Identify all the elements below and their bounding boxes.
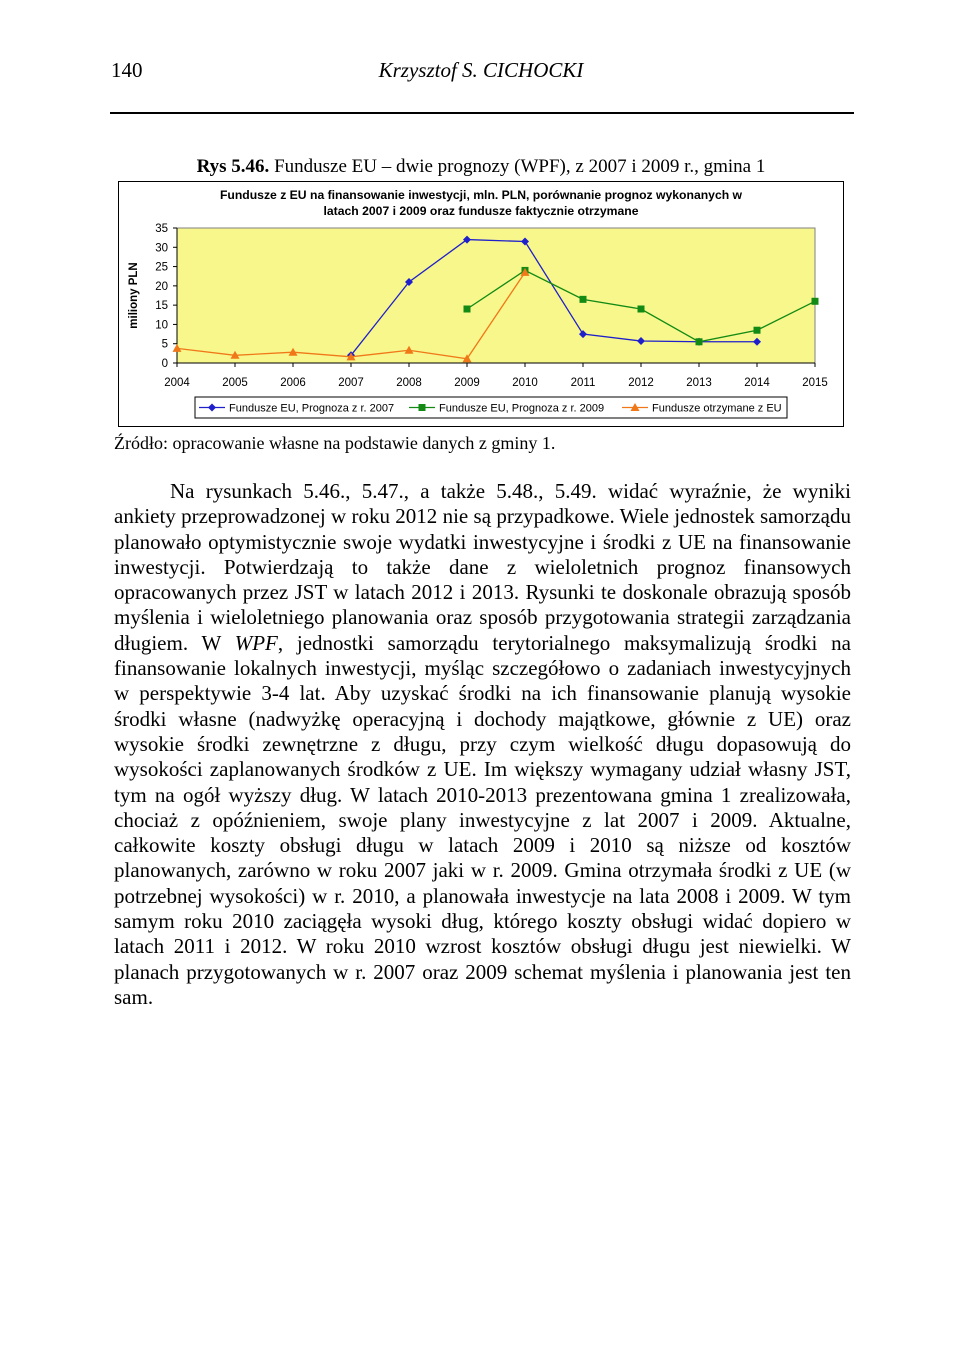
- plot-area: [177, 228, 815, 363]
- y-tick-label: 35: [155, 223, 168, 235]
- chart-title-line-1: Fundusze z EU na finansowanie inwestycji, mln. PLN, porównanie prognoz wykonanych w: [219, 188, 743, 202]
- x-tick-label: 2007: [338, 377, 364, 389]
- x-tick-label: 2011: [570, 377, 596, 389]
- y-tick-label: 5: [161, 338, 168, 351]
- x-tick-label: 2014: [744, 377, 770, 389]
- paragraph-text-part-1: Na rysunkach 5.46., 5.47., a także 5.48., 5.49. widać wyraźnie, że wyniki ankiety przeprowadzonej w roku 2012 nie są przypadkowe. Wiele jednostek samorządu planowało optymistycznie swoje wydatki inwestycyjne i środki z UE na finansowanie inwestycji. Potwierdzają to także dane z wieloletnich prognoz finansowych opracowanych przez JST w latach 2012 i 2013. Rysunki te doskonale obrazują sposób myślenia i wieloletniego planowania oraz sposób przygotowania strategii zarządzania długiem. W: [114, 479, 851, 655]
- chart: [118, 181, 844, 427]
- x-tick-label: 2013: [686, 377, 712, 389]
- y-tick-label: 30: [155, 242, 168, 255]
- chart-svg: [119, 182, 843, 426]
- paragraph-text-part-2: , jednostki samorządu terytorialnego maksymalizują środki na finansowanie lokalnych inwestycji, myśląc szczegółowo o zadaniach inwestycyjnych w perspektywie 3-4 lat. Aby uzyskać środki na ich finansowanie planują wysokie środki własne (nadwyżkę operacyjną i dochody majątkowe, głównie z UE) oraz wysokie środki zewnętrzne z długu, przy czym wielkość długu dopasowują do wysokości zaplanowanych środków z UE. Im większy wymagany udział własny JST, tym na ogół wyższy dług. W latach 2010-2013 prezentowana gmina 1 zrealizowała, chociaż z opóźnieniem, swoje plany inwestycyjne z lat 2007 i 2009. Aktualne, całkowite koszty obsługi długu w latach 2009 i 2010 są niższe od kosztów planowanych, zarówno w roku 2007 jaki w r. 2009. Gmina otrzymała środki z UE (w potrzebnej wysokości) w r. 2010, a planowała inwestycje na lata 2008 i 2009. W tym samym roku 2010 zaciągęła wysoki dług, którego koszty obsługi widać dopiero w latach 2011 i 2012. W roku 2010 wzrost kosztów obsługi długu jest niewielki. W planach przygotowanych w r. 2007 oraz 2009 schemat myślenia i planowania jest ten sam.: [114, 630, 851, 1009]
- legend-marker: [419, 404, 426, 411]
- data-point-series-2: [464, 306, 471, 313]
- y-tick-label: 0: [161, 358, 168, 370]
- header-rule: [110, 112, 854, 114]
- x-tick-label: 2008: [396, 377, 422, 389]
- y-tick-label: 10: [155, 319, 168, 332]
- wpf-term: WPF: [234, 630, 278, 655]
- data-point-series-2: [696, 338, 703, 345]
- y-tick-label: 25: [155, 261, 168, 274]
- x-tick-label: 2015: [802, 377, 828, 389]
- x-tick-label: 2009: [454, 377, 480, 389]
- data-point-series-2: [580, 296, 587, 303]
- figure-label: Rys 5.46.: [196, 156, 270, 177]
- legend-entry-label: Fundusze otrzymane z EU: [652, 402, 782, 415]
- data-point-series-2: [638, 306, 645, 313]
- x-tick-label: 2012: [628, 377, 654, 389]
- figure-caption: [0, 156, 962, 178]
- x-tick-label: 2005: [222, 377, 248, 389]
- legend-entry-label: Fundusze EU, Prognoza z r. 2009: [439, 402, 605, 415]
- legend-entry-label: Fundusze EU, Prognoza z r. 2007: [229, 402, 395, 415]
- y-axis-label: miliony PLN: [128, 262, 140, 329]
- paragraph: [114, 479, 851, 1010]
- x-tick-label: 2010: [512, 377, 538, 389]
- y-tick-label: 15: [155, 300, 168, 313]
- x-tick-label: 2006: [280, 377, 306, 389]
- x-tick-label: 2004: [164, 377, 190, 389]
- running-header-author: Krzysztof S. CICHOCKI: [378, 58, 584, 82]
- data-point-series-2: [754, 327, 761, 334]
- chart-title-line-2: latach 2007 i 2009 oraz fundusze faktycznie otrzymane: [323, 204, 639, 218]
- figure-caption-text: Fundusze EU – dwie prognozy (WPF), z 2007 i 2009 r., gmina 1: [274, 156, 766, 177]
- figure-source: Źródło: opracowanie własne na podstawie danych z gminy 1.: [114, 433, 556, 453]
- page-number: 140: [111, 58, 143, 82]
- y-tick-label: 20: [155, 280, 168, 293]
- body-text: [114, 479, 851, 1010]
- data-point-series-2: [812, 298, 819, 305]
